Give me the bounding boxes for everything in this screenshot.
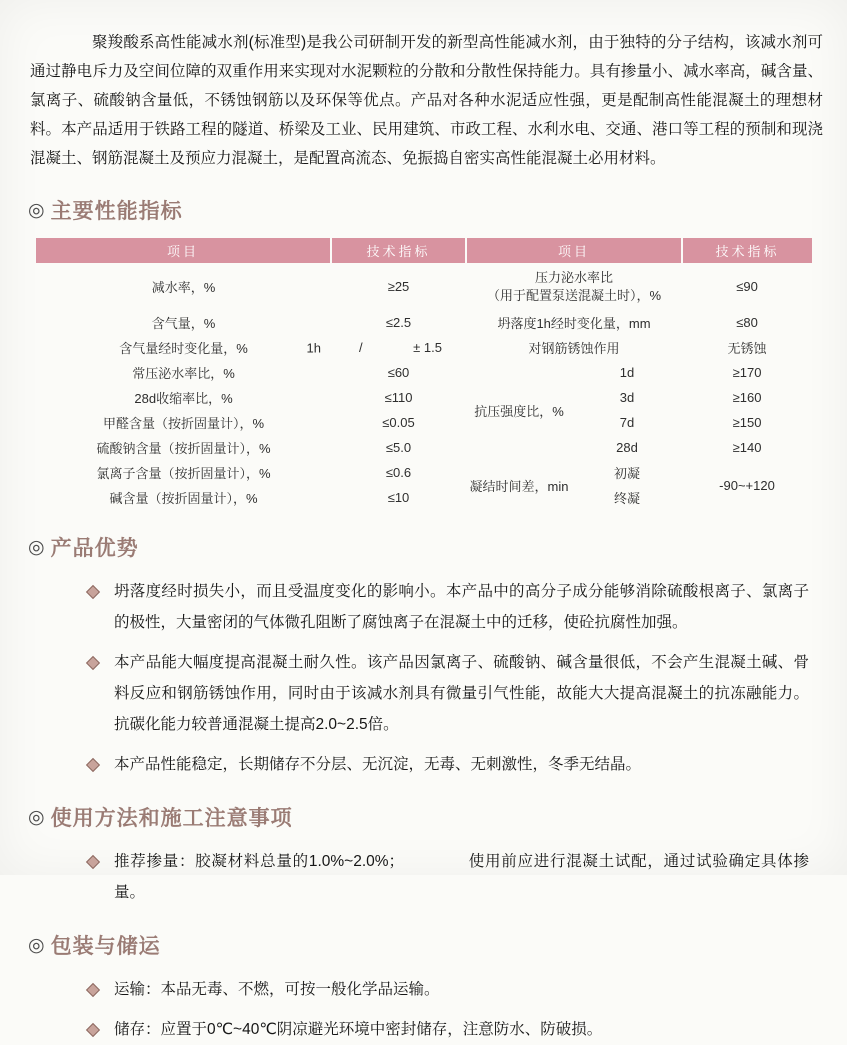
value-cell: ≥150 bbox=[732, 415, 762, 430]
table-header-row bbox=[36, 238, 812, 263]
section-heading-usage bbox=[28, 802, 827, 832]
diamond-bullet-icon bbox=[86, 758, 100, 772]
value-cell: 无锈蚀 bbox=[727, 341, 767, 356]
value-cell: ≤0.6 bbox=[385, 465, 412, 480]
table-row bbox=[36, 263, 812, 310]
value-cell: ≤110 bbox=[384, 390, 413, 405]
section-heading-packaging bbox=[28, 930, 827, 960]
diamond-bullet-icon bbox=[86, 1023, 100, 1037]
stage-cell: 终凝 bbox=[614, 491, 641, 506]
column-header: 项目 bbox=[466, 238, 682, 263]
item-cell: 含气量，% bbox=[151, 316, 216, 331]
section-title: 主要性能指标 bbox=[50, 200, 183, 223]
section-title: 使用方法和施工注意事项 bbox=[50, 807, 293, 830]
table-row bbox=[36, 435, 812, 460]
age-cell: 7d bbox=[619, 415, 635, 430]
double-circle-icon: ◎ bbox=[28, 934, 46, 956]
item-cell: 减水率，% bbox=[151, 280, 216, 295]
value-cell: ≤5.0 bbox=[385, 440, 412, 455]
section-heading-advantages bbox=[28, 532, 827, 562]
item-cell: 含气量经时变化量，% 1h bbox=[119, 340, 321, 356]
age-cell: 3d bbox=[619, 390, 635, 405]
trial-mix-note: 使用前应进行混凝土试配，通过试验确定具体掺量。 bbox=[114, 853, 809, 901]
list-item: 运输：本品无毒、不燃，可按一般化学品运输。 bbox=[88, 974, 809, 1005]
item-cell: 甲醛含量（按折固量计），% bbox=[102, 416, 265, 431]
stage-cell: 初凝 bbox=[614, 466, 641, 481]
item-cell: 常压泌水率比，% bbox=[132, 366, 235, 381]
double-circle-icon: ◎ bbox=[28, 806, 46, 828]
item-cell: 对钢筋锈蚀作用 bbox=[528, 341, 620, 356]
value-cell: ≤80 bbox=[736, 315, 758, 330]
column-header: 技术指标 bbox=[682, 238, 812, 263]
diamond-bullet-icon bbox=[86, 585, 100, 599]
value-cell: ≥140 bbox=[732, 440, 762, 455]
usage-bullet-list bbox=[88, 846, 827, 908]
list-item: 储存：应置于0℃~40℃阴凉避光环境中密封储存，注意防水、防破损。 bbox=[88, 1014, 809, 1045]
double-circle-icon: ◎ bbox=[28, 199, 46, 221]
table-row bbox=[36, 335, 812, 360]
intro-paragraph: 聚羧酸系高性能减水剂(标准型)是我公司研制开发的新型高性能减水剂，由于独特的分子结构，该减水剂可通过静电斥力及空间位障的双重作用来实现对水泥颗粒的分散和分散性保持能力。具有掺量小、减水率高，碱含量、氯离子、硫酸钠含量低，不锈蚀钢筋以及环保等优点。产品对各种水泥适应性强，更是配制高性能混凝土的理想材料。本产品适用于铁路工程的隧道、桥梁及工业、民用建筑、市政工程、水利水电、交通、港口等工程的预制和现浇混凝土、钢筋混凝土及预应力混凝土，是配置高流态、免振捣自密实高性能混凝土必用材料。 bbox=[30, 34, 823, 167]
table-row bbox=[36, 310, 812, 335]
value-cell: ≤90 bbox=[736, 279, 758, 294]
list-item: 本产品性能稳定，长期储存不分层、无沉淀，无毒、无刺激性，冬季无结晶。 bbox=[88, 749, 809, 780]
list-item bbox=[88, 846, 809, 908]
column-header: 项目 bbox=[36, 238, 331, 263]
item-cell: 凝结时间差，min bbox=[469, 478, 569, 494]
diamond-bullet-icon bbox=[86, 656, 100, 670]
table-row bbox=[36, 460, 812, 485]
item-cell: 碱含量（按折固量计），% bbox=[109, 491, 258, 506]
dosage-recommendation: 推荐掺量：胶凝材料总量的1.0%~2.0%； bbox=[114, 853, 405, 870]
double-circle-icon: ◎ bbox=[28, 536, 46, 558]
list-item: 本产品能大幅度提高混凝土耐久性。该产品因氯离子、硫酸钠、碱含量很低，不会产生混凝土碱、骨料反应和钢筋锈蚀作用，同时由于该减水剂具有微量引气性能，故能大大提高混凝土的抗冻融能力。抗碳化能力较普通混凝土提高2.0~2.5倍。 bbox=[88, 647, 809, 740]
packaging-bullet-list bbox=[88, 974, 827, 1045]
item-cell: 坍落度1h经时变化量，mm bbox=[497, 316, 651, 331]
table-row bbox=[36, 360, 812, 385]
column-header: 技术指标 bbox=[331, 238, 466, 263]
value-cell: ≥25 bbox=[387, 279, 410, 294]
value-cell: ≤2.5 bbox=[385, 315, 412, 330]
value-cell: ≥170 bbox=[732, 365, 762, 380]
list-item: 坍落度经时损失小，而且受温度变化的影响小。本产品中的高分子成分能够消除硫酸根离子、氯离子的极性，大量密闭的气体微孔阻断了腐蚀离子在混凝土中的迁移，使砼抗腐性加强。 bbox=[88, 576, 809, 638]
diamond-bullet-icon bbox=[86, 983, 100, 997]
section-title: 包装与储运 bbox=[50, 935, 161, 958]
diamond-bullet-icon bbox=[86, 855, 100, 869]
age-cell: 1d bbox=[619, 365, 635, 380]
item-cell: 压力泌水率比 （用于配置泵送混凝土时），% bbox=[486, 269, 662, 303]
section-heading-performance bbox=[28, 195, 827, 225]
value-cell: ≥160 bbox=[732, 390, 762, 405]
age-cell: 28d bbox=[616, 440, 638, 455]
item-cell: 28d收缩率比，% bbox=[134, 391, 233, 406]
value-cell: ≤60 bbox=[387, 365, 410, 380]
advantages-bullet-list bbox=[88, 576, 827, 780]
section-title: 产品优势 bbox=[50, 537, 139, 560]
item-cell: 抗压强度比，% bbox=[474, 403, 564, 419]
value-cell: ≤0.05 bbox=[382, 415, 415, 430]
table-row bbox=[36, 410, 812, 435]
time-sub-label: 1h bbox=[306, 340, 321, 355]
value-cell: -90~+120 bbox=[719, 477, 775, 493]
value-cell: ≤10 bbox=[387, 490, 410, 505]
item-cell: 氯离子含量（按折固量计），% bbox=[96, 466, 271, 481]
table-row bbox=[36, 385, 812, 410]
value-cell: / ± 1.5 bbox=[359, 340, 442, 355]
item-cell: 硫酸钠含量（按折固量计），% bbox=[96, 441, 271, 456]
performance-table bbox=[36, 238, 812, 510]
